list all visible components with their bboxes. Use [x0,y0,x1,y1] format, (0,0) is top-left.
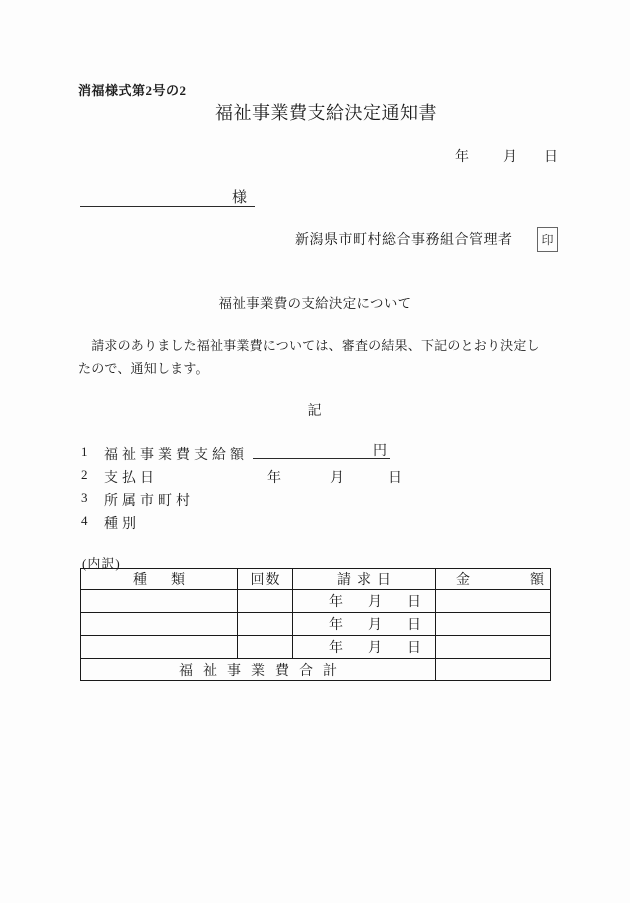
total-label-cell: 福祉事業費合計 [81,659,436,681]
claim-month-label: 月 [368,618,382,633]
issue-date-day-label: 日 [544,150,558,165]
benefit-amount-blank [253,444,390,459]
claim-year-label: 年 [329,618,343,633]
list-item-category [78,512,558,535]
seal-box [537,227,558,252]
claim-month-label: 月 [368,641,382,656]
claim-day-label: 日 [407,641,421,656]
seal-icon: 印 [541,233,554,247]
issue-date-month-label: 月 [503,150,517,165]
breakdown-total-row [81,659,551,681]
type-cell-blank [81,590,238,613]
amount-cell-blank [436,636,551,659]
amount-cell-blank [436,590,551,613]
body-line-1: 請求のありました福祉事業費については、審査の結果、下記のとおり決定し [78,338,540,353]
item-label: 福祉事業費支給額 [104,448,248,463]
issuer-name: 新潟県市町村総合事務組合管理者 [295,233,513,248]
count-cell-blank [238,590,293,613]
breakdown-data-row [81,613,551,636]
list-item-municipality [78,489,558,512]
breakdown-table [80,568,551,681]
claim-date-cell [293,590,436,613]
claim-year-label: 年 [329,595,343,610]
claim-date-cell [293,613,436,636]
item-number: 4 [81,513,88,528]
addressee-suffix: 様 [231,190,248,206]
breakdown-caption: (内訳) [82,556,121,571]
body-paragraph [78,335,578,380]
breakdown-header-row [81,569,551,590]
claim-date-cell [293,636,436,659]
type-cell-blank [81,636,238,659]
ki-heading: 記 [307,404,323,419]
header-cell-amount [436,569,551,590]
item-label: 種別 [104,517,140,532]
breakdown-data-row [81,636,551,659]
payment-year-label: 年 [267,471,281,486]
subject-line: 福祉事業費の支給決定について [218,296,412,311]
item-label: 支払日 [104,471,158,486]
issue-date-year-label: 年 [455,150,469,165]
amount-cell-blank [436,613,551,636]
amount-header-char: 金 [456,573,470,588]
claim-year-label: 年 [329,641,343,656]
amount-header-char: 額 [530,573,544,588]
decision-item-list [78,443,558,535]
payment-month-label: 月 [330,471,344,486]
header-cell-type: 種類 [81,569,238,590]
payment-day-label: 日 [388,471,402,486]
item-number: 2 [81,467,88,482]
yen-unit-label: 円 [373,444,387,459]
item-label: 所属市町村 [104,494,194,509]
type-cell-blank [81,613,238,636]
list-item-benefit-amount [78,443,558,466]
addressee-blank-line [80,186,255,207]
claim-month-label: 月 [368,595,382,610]
header-cell-count: 回数 [238,569,293,590]
item-number: 3 [81,490,88,505]
claim-day-label: 日 [407,618,421,633]
body-line-2: たので、通知します。 [78,360,209,376]
document-title: 福祉事業費支給決定通知書 [215,103,437,123]
item-number: 1 [81,444,88,459]
claim-day-label: 日 [407,595,421,610]
breakdown-data-row [81,590,551,613]
total-amount-cell-blank [436,659,551,681]
header-cell-claim-date: 請求日 [293,569,436,590]
form-number: 消福様式第2号の2 [78,83,187,98]
list-item-payment-date [78,466,558,489]
count-cell-blank [238,613,293,636]
count-cell-blank [238,636,293,659]
